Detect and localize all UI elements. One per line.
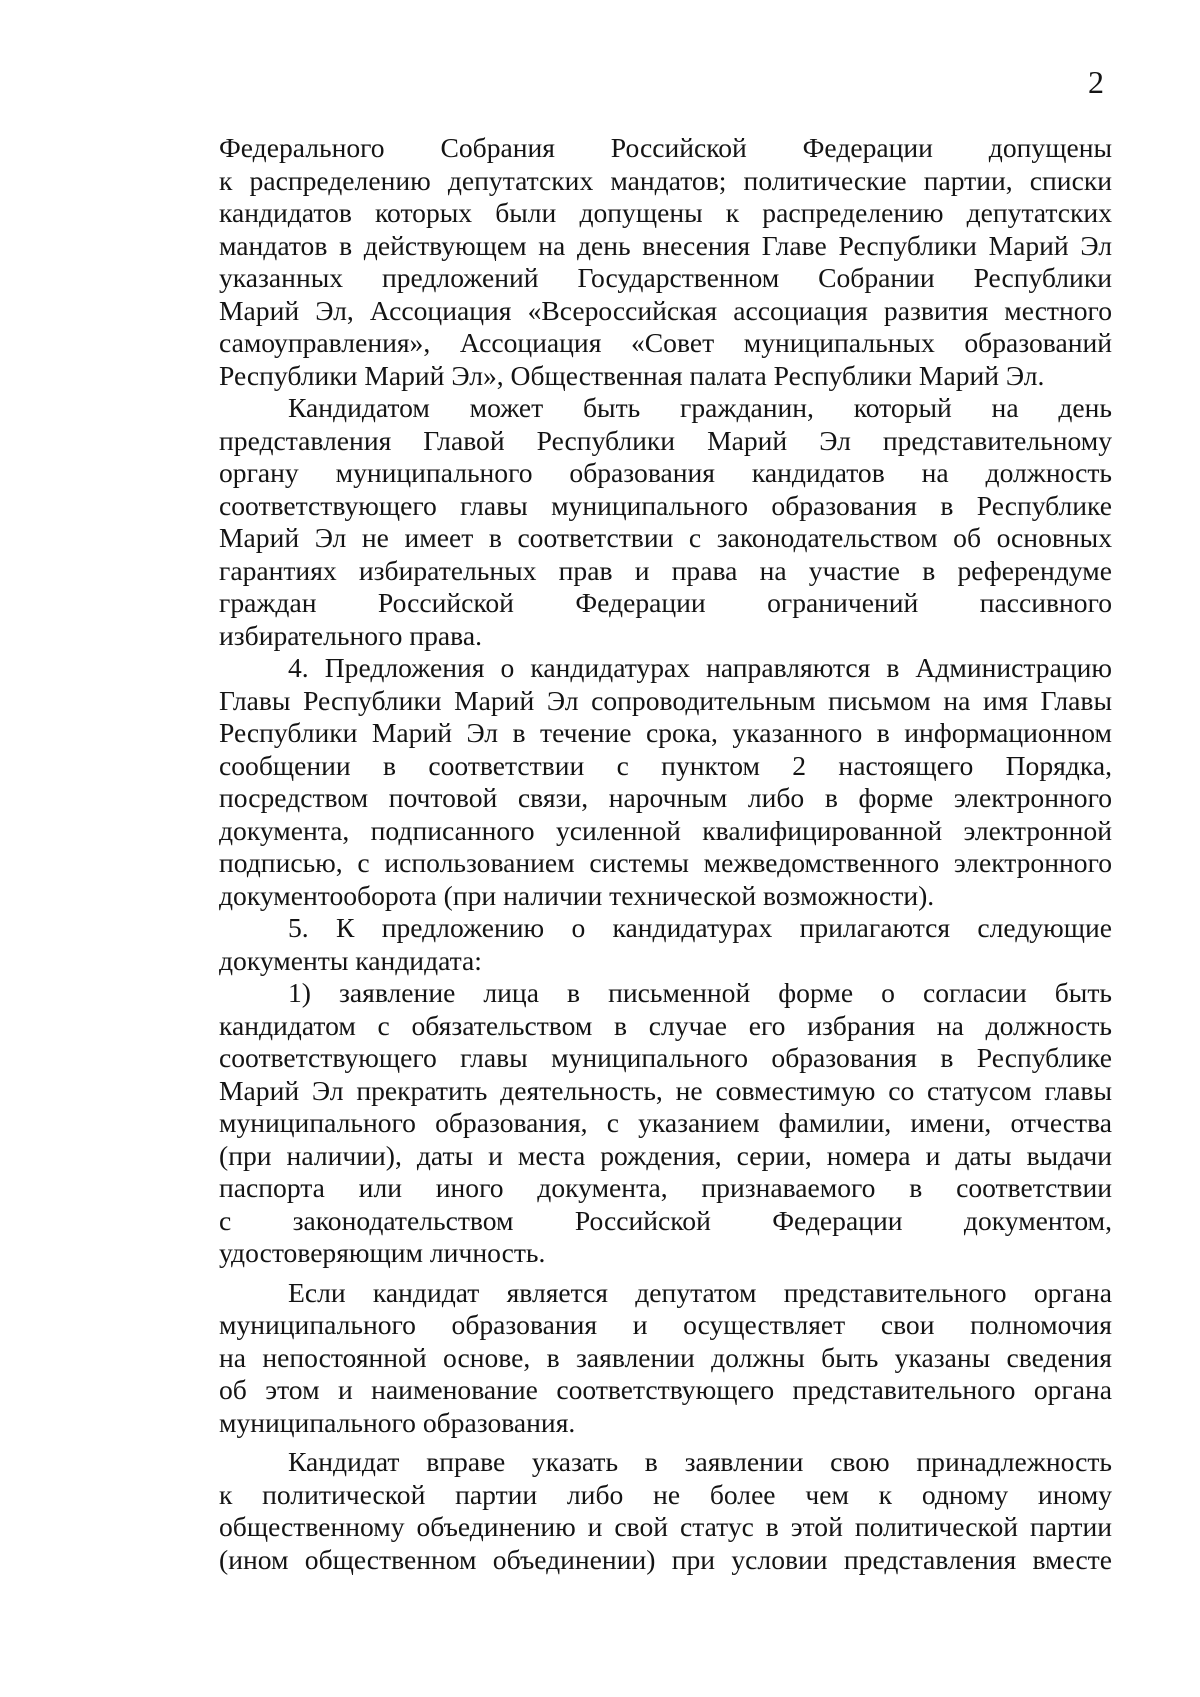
document-body bbox=[219, 132, 1112, 1576]
text-line: документа, подписанного усиленной квалифицированной электронной bbox=[219, 814, 1112, 846]
text-line: Федерального Собрания Российской Федерации допущены bbox=[219, 132, 1112, 163]
text-line: документы кандидата: bbox=[219, 944, 482, 976]
text-line: подписью, с использованием системы межведомственного электронного bbox=[219, 847, 1112, 878]
text-line: муниципального образования, с указанием фамилии, имени, отчества bbox=[219, 1107, 1112, 1138]
text-line: соответствующего главы муниципального образования в Республике bbox=[219, 489, 1112, 521]
text-line: к распределению депутатских мандатов; политические партии, списки bbox=[219, 164, 1112, 196]
page-number: 2 bbox=[1088, 64, 1104, 100]
text-line: соответствующего главы муниципального образования в Республике bbox=[219, 1042, 1112, 1073]
text-line: граждан Российской Федерации ограничений пассивного bbox=[219, 587, 1112, 618]
text-line: муниципального образования и осуществляет свои полномочия bbox=[219, 1309, 1112, 1340]
paragraph-item-4 bbox=[219, 652, 1112, 912]
paragraph-subitem-1 bbox=[219, 977, 1112, 1270]
text-line: Республики Марий Эл в течение срока, указанного в информационном bbox=[219, 717, 1112, 748]
text-line: Республики Марий Эл», Общественная палата Республики Марий Эл. bbox=[219, 359, 1045, 391]
text-line: сообщении в соответствии с пунктом 2 настоящего Порядка, bbox=[219, 749, 1112, 781]
text-line: муниципального образования. bbox=[219, 1406, 576, 1438]
text-line: избирательного права. bbox=[219, 619, 482, 651]
text-line: Если кандидат является депутатом представительного органа bbox=[288, 1276, 1112, 1308]
text-line: (при наличии), даты и места рождения, серии, номера и даты выдачи bbox=[219, 1139, 1112, 1171]
text-line: кандидатов которых были допущены к распределению депутатских bbox=[219, 197, 1112, 228]
text-line: с законодательством Российской Федерации документом, bbox=[219, 1204, 1112, 1236]
text-line: Марий Эл, Ассоциация «Всероссийская ассоциация развития местного bbox=[219, 294, 1112, 326]
text-line: Марий Эл прекратить деятельность, не совместимую со статусом главы bbox=[219, 1074, 1112, 1106]
text-line: об этом и наименование соответствующего представительного органа bbox=[219, 1374, 1112, 1405]
text-line: общественному объединению и свой статус в этой политической партии bbox=[219, 1511, 1112, 1542]
text-line: к политической партии либо не более чем к одному иному bbox=[219, 1478, 1112, 1510]
text-line: паспорта или иного документа, признаваемого в соответствии bbox=[219, 1172, 1112, 1203]
text-line: самоуправления», Ассоциация «Совет муниципальных образований bbox=[219, 327, 1112, 358]
text-line: посредством почтовой связи, нарочным либо в форме электронного bbox=[219, 782, 1112, 813]
text-line: гарантиях избирательных прав и права на участие в референдуме bbox=[219, 554, 1112, 586]
text-line: указанных предложений Государственном Собрании Республики bbox=[219, 262, 1112, 293]
paragraph-party-affiliation bbox=[219, 1446, 1112, 1576]
text-line: органу муниципального образования кандидатов на должность bbox=[219, 457, 1112, 488]
text-line: удостоверяющим личность. bbox=[219, 1237, 546, 1268]
text-line: 1) заявление лица в письменной форме о согласии быть bbox=[288, 977, 1112, 1008]
text-line: кандидатом с обязательством в случае его избрания на должность bbox=[219, 1009, 1112, 1041]
paragraph-candidate-eligibility bbox=[219, 392, 1112, 652]
text-line: Главы Республики Марий Эл сопроводительным письмом на имя Главы bbox=[219, 684, 1112, 716]
text-line: документооборота (при наличии технической возможности). bbox=[219, 879, 935, 911]
text-line: Кандидатом может быть гражданин, который на день bbox=[288, 392, 1112, 423]
text-line: на непостоянной основе, в заявлении должны быть указаны сведения bbox=[219, 1341, 1112, 1373]
text-line: Марий Эл не имеет в соответствии с законодательством об основных bbox=[219, 522, 1112, 553]
paragraph-item-5 bbox=[219, 912, 1112, 977]
text-line: 5. К предложению о кандидатурах прилагаются следующие bbox=[288, 912, 1112, 943]
text-line: представления Главой Республики Марий Эл представительному bbox=[219, 424, 1112, 456]
text-line: 4. Предложения о кандидатурах направляются в Администрацию bbox=[288, 652, 1112, 683]
paragraph-federal-assembly bbox=[219, 132, 1112, 392]
text-line: (ином общественном объединении) при условии представления вместе bbox=[219, 1543, 1112, 1575]
text-line: мандатов в действующем на день внесения Главе Республики Марий Эл bbox=[219, 229, 1112, 261]
paragraph-deputy-candidate bbox=[219, 1277, 1112, 1440]
text-line: Кандидат вправе указать в заявлении свою принадлежность bbox=[288, 1446, 1112, 1477]
